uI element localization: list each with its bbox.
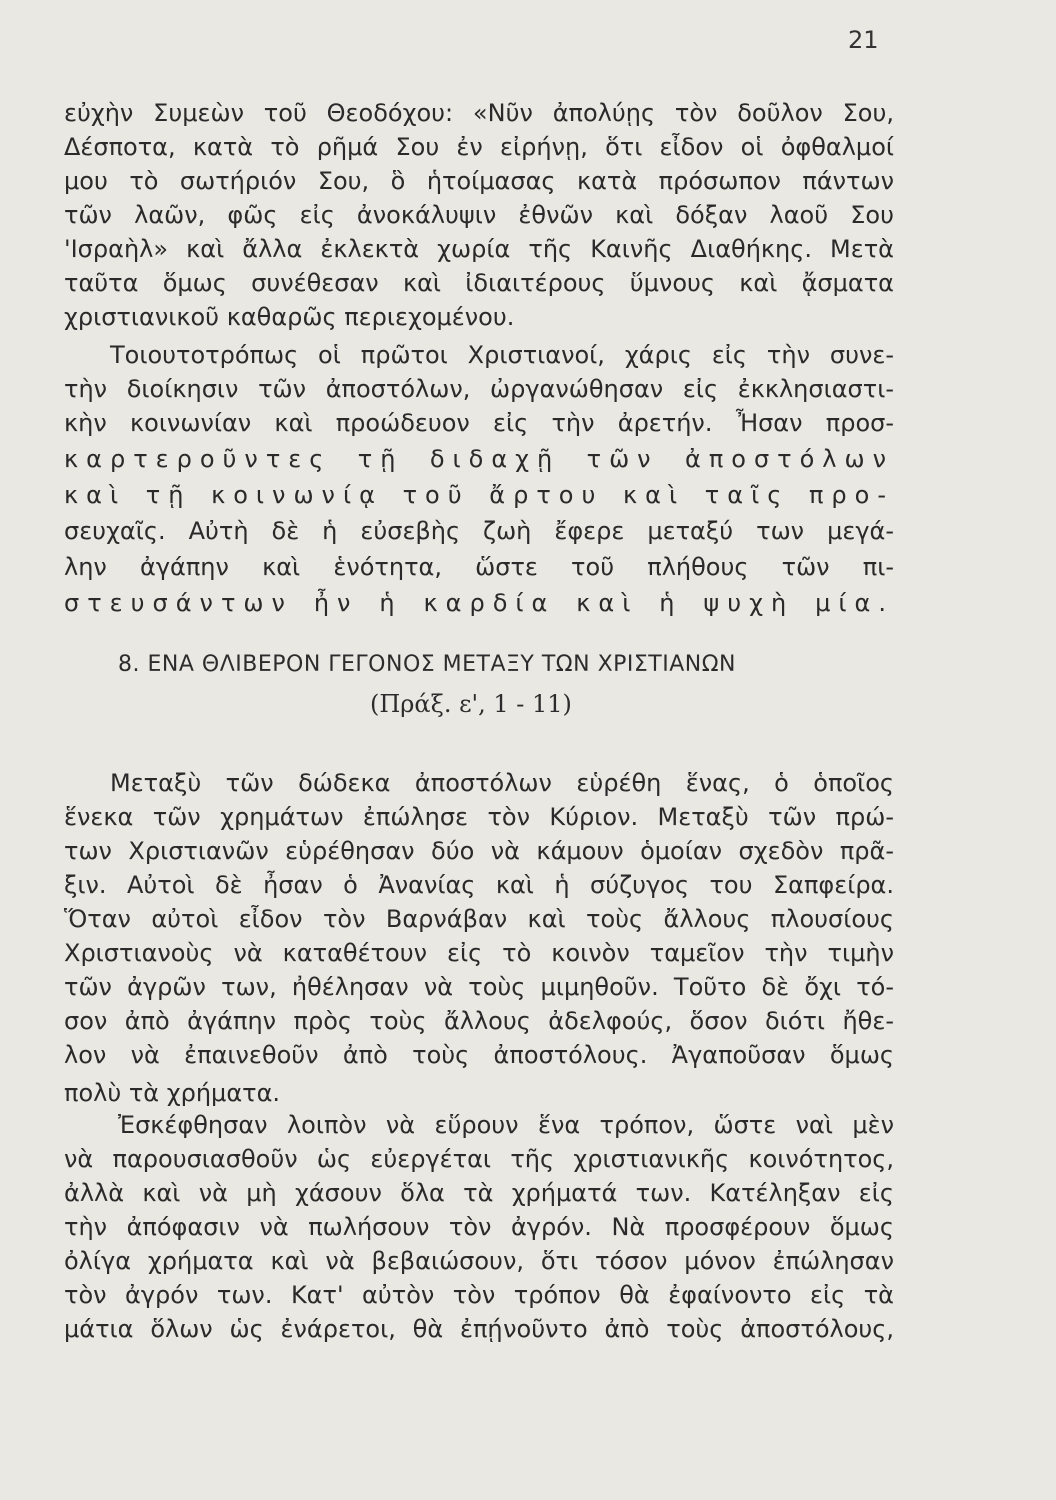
text-line: Δέσποτα, κατὰ τὸ ρῆμά Σου ἐν εἰρήνῃ, ὅτι εἶδον οἱ ὀφθαλμοί: [64, 133, 894, 161]
text-line: ξιν. Αὐτοὶ δὲ ἦσαν ὁ Ἀνανίας καὶ ἡ σύζυγος του Σαπφείρα.: [64, 871, 894, 899]
text-line: λην ἀγάπην καὶ ἑνότητα, ὥστε τοῦ πλήθους τῶν πι-: [64, 553, 894, 581]
page-number: 21: [848, 26, 879, 54]
text-line: Ὅταν αὐτοὶ εἶδον τὸν Βαρνάβαν καὶ τοὺς ἄλλους πλουσίους: [64, 905, 894, 933]
text-line: μάτια ὅλων ὡς ἐνάρετοι, θὰ ἐπῄνοῦντο ἀπὸ τοὺς ἀποστόλους,: [64, 1315, 894, 1343]
text-line: των Χριστιανῶν εὑρέθησαν δύο νὰ κάμουν ὁμοίαν σχεδὸν πρᾶ-: [64, 837, 894, 865]
text-line: τὸν ἀγρόν των. Κατ' αὐτὸν τὸν τρόπον θὰ ἐφαίνοντο εἰς τὰ: [64, 1281, 894, 1309]
text-line: Ἐσκέφθησαν λοιπὸν νὰ εὕρουν ἕνα τρόπον, ὥστε ναὶ μὲν: [118, 1111, 894, 1139]
text-line: τῶν ἀγρῶν των, ἠθέλησαν νὰ τοὺς μιμηθοῦν. Τοῦτο δὲ ὄχι τό-: [64, 973, 894, 1001]
section-heading: 8. ΕΝΑ ΘΛΙΒΕΡΟΝ ΓΕΓΟΝΟΣ ΜΕΤΑΞΥ ΤΩΝ ΧΡΙΣΤΙΑΝΩΝ: [118, 652, 736, 677]
text-line: κὴν κοινωνίαν καὶ προώδευον εἰς τὴν ἀρετήν. Ἦσαν προσ-: [64, 409, 894, 437]
text-line: ταῦτα ὅμως συνέθεσαν καὶ ἰδιαιτέρους ὕμνους καὶ ᾄσματα: [64, 269, 894, 297]
text-line: πολὺ τὰ χρήματα.: [64, 1079, 281, 1107]
text-line: καὶ τῇ κοινωνίᾳ τοῦ ἄρτου καὶ ταῖς προ-: [64, 481, 894, 509]
section-reference: (Πράξ. ε', 1 - 11): [370, 690, 572, 718]
text-line: νὰ παρουσιασθοῦν ὡς εὐεργέται τῆς χριστιανικῆς κοινότητος,: [64, 1145, 894, 1173]
text-line: ὀλίγα χρήματα καὶ νὰ βεβαιώσουν, ὅτι τόσον μόνον ἐπώλησαν: [64, 1247, 894, 1275]
text-line: στευσάντων ἦν ἡ καρδία καὶ ἡ ψυχὴ μία.: [64, 589, 894, 617]
text-line: ἀλλὰ καὶ νὰ μὴ χάσουν ὅλα τὰ χρήματά των. Κατέληξαν εἰς: [64, 1179, 894, 1207]
text-line: 'Ισραὴλ» καὶ ἄλλα ἐκλεκτὰ χωρία τῆς Καινῆς Διαθήκης. Μετὰ: [64, 235, 894, 263]
text-line: Χριστιανοὺς νὰ καταθέτουν εἰς τὸ κοινὸν ταμεῖον τὴν τιμὴν: [64, 939, 894, 967]
text-line: χριστιανικοῦ καθαρῶς περιεχομένου.: [64, 303, 515, 331]
text-line: Μεταξὺ τῶν δώδεκα ἀποστόλων εὑρέθη ἕνας, ὁ ὁποῖος: [110, 769, 894, 797]
text-line: Τοιουτοτρόπως οἱ πρῶτοι Χριστιανοί, χάρις εἰς τὴν συνε-: [110, 341, 894, 369]
text-line: τὴν διοίκησιν τῶν ἀποστόλων, ὠργανώθησαν εἰς ἐκκλησιαστι-: [64, 375, 894, 403]
text-line: εὐχὴν Συμεὼν τοῦ Θεοδόχου: «Νῦν ἀπολύῃς τὸν δοῦλον Σου,: [64, 99, 894, 127]
text-line: ἕνεκα τῶν χρημάτων ἐπώλησε τὸν Κύριον. Μεταξὺ τῶν πρώ-: [64, 803, 894, 831]
text-line: λον νὰ ἐπαινεθοῦν ἀπὸ τοὺς ἀποστόλους. Ἀγαποῦσαν ὅμως: [64, 1041, 894, 1069]
text-line: τὴν ἀπόφασιν νὰ πωλήσουν τὸν ἀγρόν. Νὰ προσφέρουν ὅμως: [64, 1213, 894, 1241]
text-line: τῶν λαῶν, φῶς εἰς ἀνοκάλυψιν ἐθνῶν καὶ δόξαν λαοῦ Σου: [64, 201, 894, 229]
text-line: καρτεροῦντες τῇ διδαχῇ τῶν ἀποστόλων: [64, 445, 894, 473]
text-line: σον ἀπὸ ἀγάπην πρὸς τοὺς ἄλλους ἀδελφούς, ὅσον διότι ἤθε-: [64, 1007, 894, 1035]
text-line: μου τὸ σωτήριόν Σου, ὃ ἡτοίμασας κατὰ πρόσωπον πάντων: [64, 167, 894, 195]
text-line: σευχαῖς. Αὐτὴ δὲ ἡ εὐσεβὴς ζωὴ ἔφερε μεταξύ των μεγά-: [64, 517, 894, 545]
